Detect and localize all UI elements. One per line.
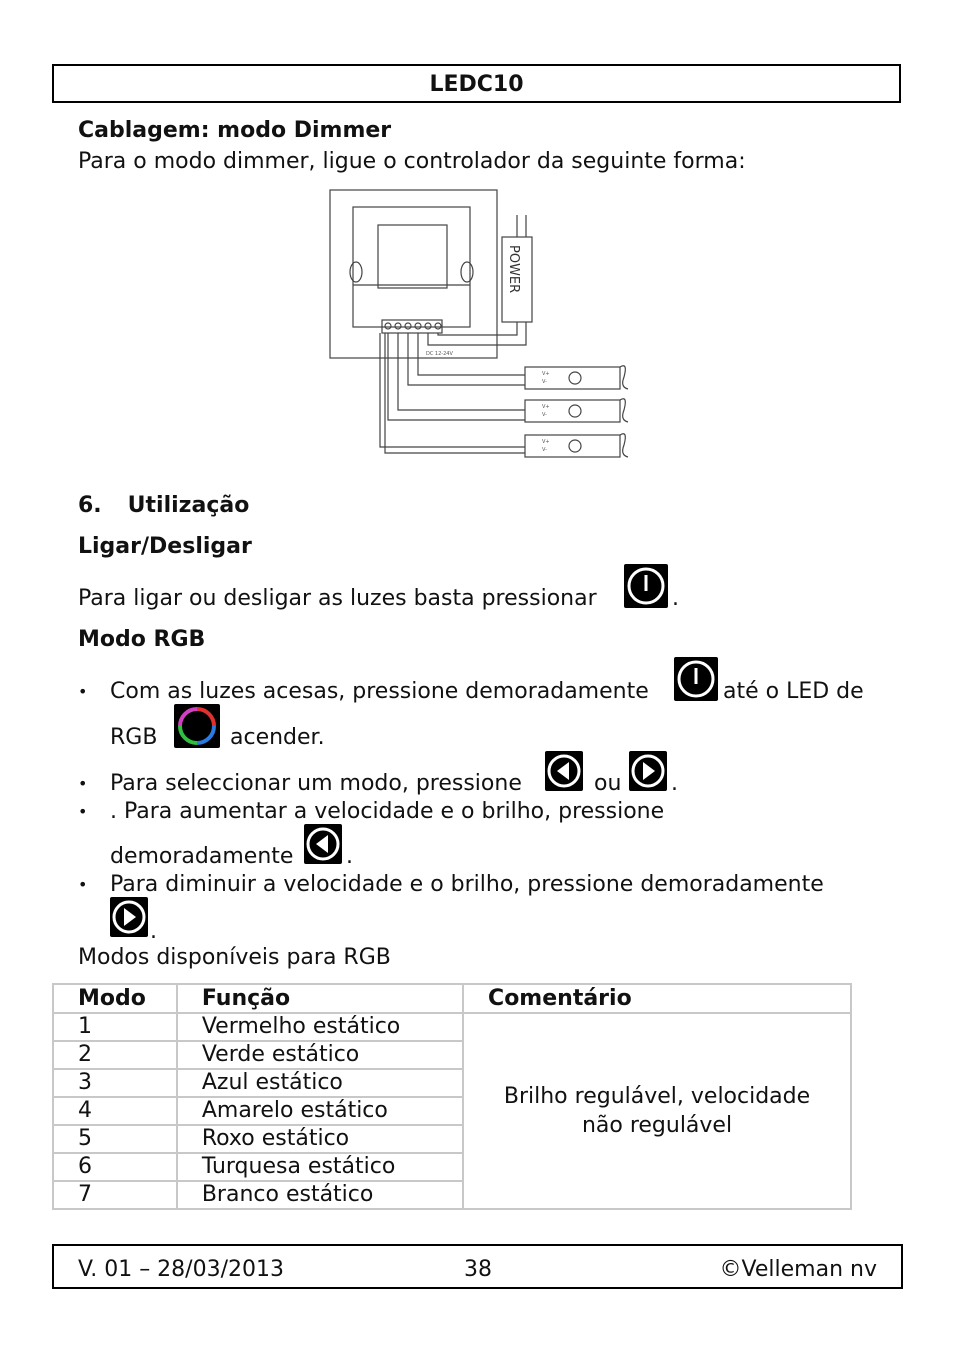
dimmer-section-title: Cablagem: modo Dimmer — [78, 118, 392, 143]
dc-label: DC 12-24V — [426, 351, 453, 357]
table-row: 2 Verde estático — [53, 1041, 851, 1069]
rgb-bullet-4-text: Para diminuir a velocidade e o brilho, pressione demoradamente — [110, 872, 824, 897]
svg-text:V-: V- — [542, 379, 547, 385]
svg-text:V-: V- — [542, 412, 547, 418]
section-title: Utilização — [127, 493, 250, 518]
header-function: Função — [177, 984, 463, 1013]
model-title: LEDC10 — [429, 72, 524, 97]
table-row: 1 Vermelho estático Brilho regulável, velocidade não regulável — [53, 1013, 851, 1041]
section-number: 6. — [78, 493, 102, 518]
table-header-row — [53, 984, 851, 1013]
left-arrow-button-icon — [304, 824, 342, 864]
svg-text:V+: V+ — [542, 371, 550, 377]
footer-page-number: 38 — [464, 1257, 492, 1282]
modes-caption: Modos disponíveis para RGB — [78, 945, 391, 970]
footer-version: V. 01 – 28/03/2013 — [78, 1257, 284, 1282]
bullet: • — [78, 802, 88, 821]
svg-text:V+: V+ — [542, 439, 550, 445]
rgb-bullet-3-text: . Para aumentar a velocidade e o brilho, pressione — [110, 799, 665, 824]
rgb-title: Modo RGB — [78, 627, 206, 652]
rgb-bullet-1-text: Com as luzes acesas, pressione demoradamente — [110, 679, 649, 704]
svg-text:V-: V- — [542, 447, 547, 453]
left-arrow-button-icon — [545, 751, 583, 791]
svg-text:V+: V+ — [542, 404, 550, 410]
table-row: 7 Branco estático — [53, 1181, 851, 1209]
power-button-icon — [674, 657, 718, 701]
rgb-ring-icon — [174, 704, 220, 748]
bullet: • — [78, 774, 88, 793]
dimmer-section-text: Para o modo dimmer, ligue o controlador da seguinte forma: — [78, 149, 746, 174]
footer-copyright: ©Velleman nv — [719, 1257, 877, 1282]
table-row: 3 Azul estático — [53, 1069, 851, 1097]
wiring-diagram — [320, 185, 640, 470]
right-arrow-button-icon — [629, 751, 667, 791]
right-arrow-button-icon — [110, 897, 148, 937]
onoff-title: Ligar/Desligar — [78, 534, 252, 559]
power-button-icon — [624, 564, 668, 608]
modes-table — [52, 983, 852, 1210]
table-row: 5 Roxo estático — [53, 1125, 851, 1153]
header-mode: Modo — [53, 984, 177, 1013]
comment-cell: Brilho regulável, velocidade não regulável — [463, 1013, 851, 1209]
section-6-heading — [78, 492, 249, 520]
bullet: • — [78, 682, 88, 701]
power-label: POWER — [506, 245, 521, 294]
header-comment: Comentário — [463, 984, 851, 1013]
bullet: • — [78, 875, 88, 894]
onoff-text: Para ligar ou desligar as luzes basta pressionar — [78, 586, 597, 611]
table-row: 6 Turquesa estático — [53, 1153, 851, 1181]
table-row: 4 Amarelo estático — [53, 1097, 851, 1125]
rgb-bullet-2-text: Para seleccionar um modo, pressione — [110, 771, 522, 796]
document-header — [52, 64, 901, 103]
document-footer — [52, 1244, 903, 1289]
